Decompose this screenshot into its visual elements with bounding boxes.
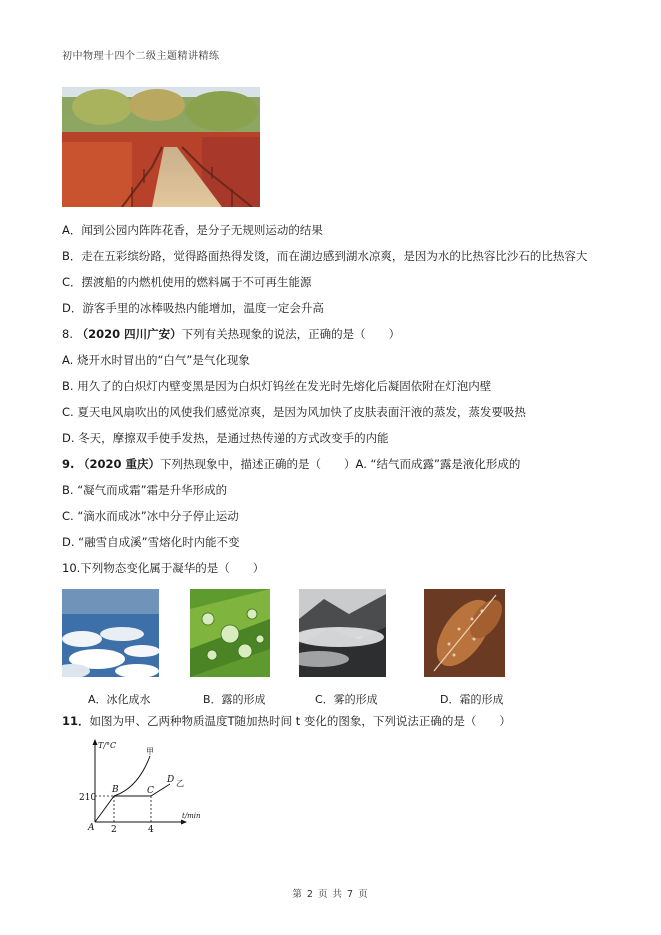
dew-drops-photo — [190, 589, 270, 677]
q8-option-d: D. 冬天，摩擦双手使手发热，是通过热传递的方式改变手的内能 — [62, 431, 389, 445]
q8-option-c: C. 夏天电风扇吹出的风使我们感觉凉爽，是因为风加快了皮肤表面汗液的蒸发，蒸发要吸热 — [62, 405, 526, 419]
q10-caption-b: B．露的形成 — [203, 693, 266, 706]
temperature-time-graph — [78, 738, 208, 833]
q9-stem: 下列热现象中，描述正确的是（ ）A. “结气而成露”露是液化形成的 — [160, 457, 521, 471]
page-header: 初中物理十四个二级主题精讲精练 — [62, 51, 220, 62]
graph-point-b: B — [112, 785, 119, 795]
q8-option-b: B. 用久了的白炽灯内壁变黑是因为白炽灯钨丝在发光时先熔化后凝固依附在灯泡内壁 — [62, 379, 492, 393]
q8-stem: 下列有关热现象的说法，正确的是（ ） — [181, 327, 401, 341]
graph-point-a: A — [88, 823, 95, 833]
fog-mountain-photo — [299, 589, 386, 677]
q8-option-a: A. 烧开水时冒出的“白气”是气化现象 — [62, 353, 250, 367]
ice-melting-photo — [62, 589, 159, 677]
q11-number: 11． — [62, 714, 90, 728]
graph-curve-jia-label: 甲 — [146, 747, 154, 756]
q9-number: 9. — [62, 457, 75, 471]
q8-source: （2020 四川广安） — [76, 327, 182, 341]
graph-curve-yi-label: 乙 — [176, 779, 184, 788]
graph-point-c: C — [147, 786, 154, 796]
q7-option-d: D．游客手里的冰棒吸热内能增加，温度一定会升高 — [62, 301, 324, 315]
q10-caption-c: C．雾的形成 — [315, 693, 378, 706]
q10-stem: 10.下列物态变化属于凝华的是（ ） — [62, 561, 265, 575]
q11-stem-line — [62, 713, 511, 729]
q11-stem: 如图为甲、乙两种物质温度T随加热时间 t 变化的图象，下列说法正确的是（ ） — [89, 714, 511, 728]
page-footer: 第 2 页 共 7 页 — [292, 889, 369, 900]
q10-caption-a: A．冰化成水 — [88, 693, 151, 706]
garden-boardwalk-photo — [62, 87, 260, 207]
graph-x-axis-label: t/min — [182, 812, 201, 820]
q10-caption-d: D．霜的形成 — [440, 693, 504, 706]
q8-number: 8. — [62, 327, 73, 341]
graph-point-d: D — [167, 775, 175, 785]
graph-x-tick-4: 4 — [148, 825, 154, 833]
q9-option-c: C. “滴水而成冰”冰中分子停止运动 — [62, 509, 239, 523]
q7-option-a: A．闻到公园内阵阵花香，是分子无规则运动的结果 — [62, 223, 323, 237]
graph-y-axis-label: T/°C — [98, 741, 117, 750]
q9-option-b: B. “凝气而成霜”霜是升华形成的 — [62, 483, 228, 497]
q7-option-c: C．摆渡船的内燃机使用的燃料属于不可再生能源 — [62, 275, 312, 289]
q7-option-b: B．走在五彩缤纷路，觉得路面热得发烫，而在湖边感到湖水凉爽，是因为水的比热容比沙石的比热容大 — [62, 249, 588, 263]
q8-stem-line — [62, 326, 400, 342]
q9-source: （2020 重庆） — [78, 457, 161, 471]
frost-leaf-photo — [424, 589, 505, 677]
q9-option-d: D. “融雪自成溪”雪熔化时内能不变 — [62, 535, 240, 549]
graph-y-tick-210: 210 — [79, 793, 97, 803]
graph-x-tick-2: 2 — [111, 825, 117, 833]
q9-stem-line — [62, 456, 520, 472]
